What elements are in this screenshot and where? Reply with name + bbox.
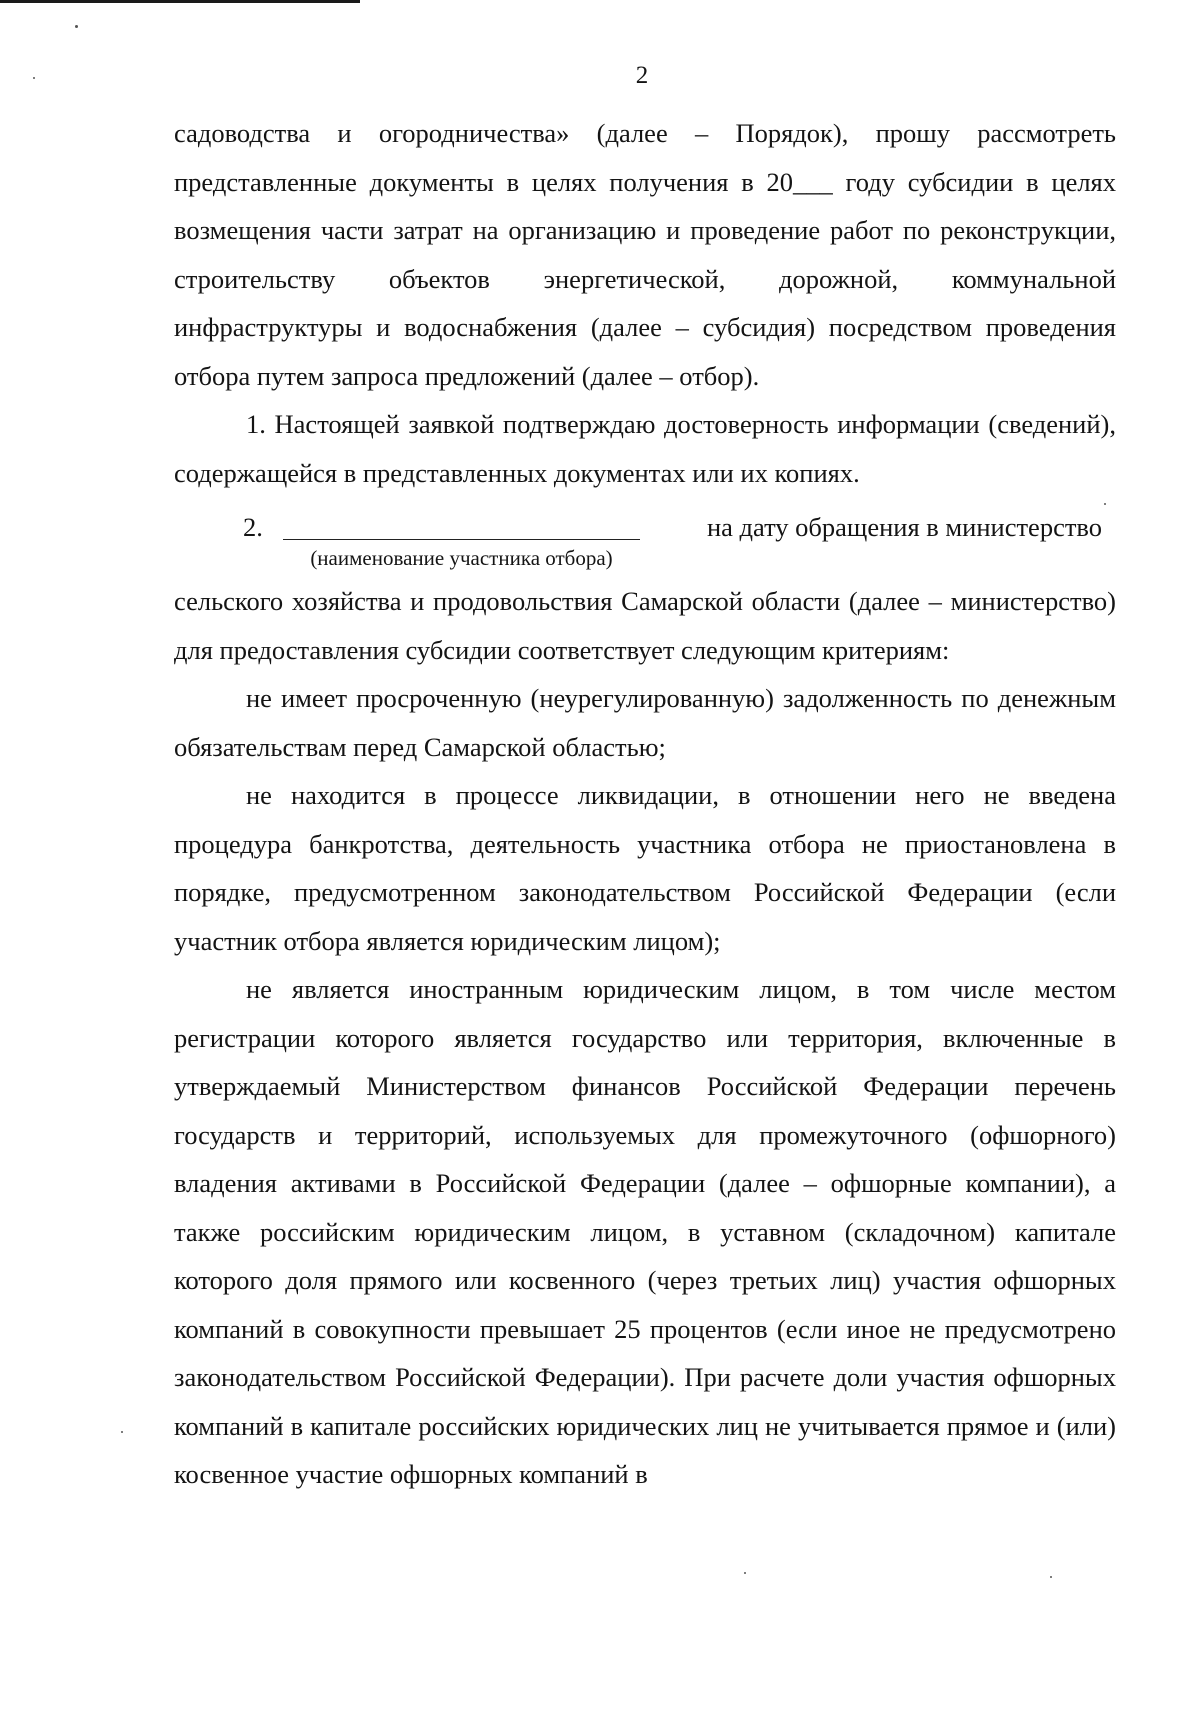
scan-speck: [33, 77, 35, 79]
scan-speck: [75, 25, 78, 28]
paragraph-criterion-debt: не имеет просроченную (неурегулированную) задолженность по денежным обязательствам перед Самарской областью;: [174, 683, 1116, 762]
paragraph-criteria-intro: сельского хозяйства и продовольствия Самарской области (далее – министерство) для предоставления субсидии соответствует следующим критериям:: [174, 586, 1116, 665]
body-text-bottom: [174, 577, 1116, 1499]
paragraph-poryadok: садоводства и огородничества» (далее – Порядок), прошу рассмотреть представленные документы в целях получения в 20___ году субсидии в целях возмещения части затрат на организацию и проведение работ по реконструкции, строительству объектов энергетической, дорожной, коммунальной инфраструктуры и водоснабжения (далее – субсидия) посредством проведения отбора путем запроса предложений (далее – отбор).: [174, 118, 1116, 391]
participant-name-caption: (наименование участника отбора): [310, 546, 613, 570]
paragraph-item-1: 1. Настоящей заявкой подтверждаю достоверность информации (сведений), содержащейся в представленных документах или их копиях.: [174, 409, 1116, 488]
body-text-top: [174, 109, 1116, 497]
page-number: 2: [635, 62, 649, 89]
scan-speck: [1104, 503, 1106, 505]
item-2-row: [174, 503, 1116, 583]
scan-speck: [744, 1572, 746, 1574]
scan-speck: [1050, 1576, 1052, 1578]
paragraph-criterion-liquidation: не находится в процессе ликвидации, в отношении него не введена процедура банкротства, деятельность участника отбора не приостановлена в порядке, предусмотренном законодательством Российской Федерации (если участник отбора является юридическим лицом);: [174, 780, 1116, 956]
item-2-tail-text: на дату обращения в министерство: [706, 512, 1102, 542]
scan-speck: [121, 1431, 123, 1433]
participant-name-blank-line: [283, 539, 640, 540]
paragraph-criterion-offshore: не является иностранным юридическим лицом, в том числе местом регистрации которого является государство или территория, включенные в утверждаемый Министерством финансов Российской Федерации перечень государств и территорий, используемых для промежуточного (офшорного) владения активами в Российской Федерации (далее – офшорные компании), а также российским юридическим лицом, в уставном (складочном) капитале которого доля прямого или косвенного (через третьих лиц) участия офшорных компаний в совокупности превышает 25 процентов (если иное не предусмотрено законодательством Российской Федерации). При расчете доли участия офшорных компаний в капитале российских юридических лиц не учитывается прямое и (или) косвенное участие офшорных компаний в: [174, 974, 1116, 1489]
top-edge-rule: [0, 0, 360, 3]
item-2-number: 2.: [243, 512, 263, 542]
